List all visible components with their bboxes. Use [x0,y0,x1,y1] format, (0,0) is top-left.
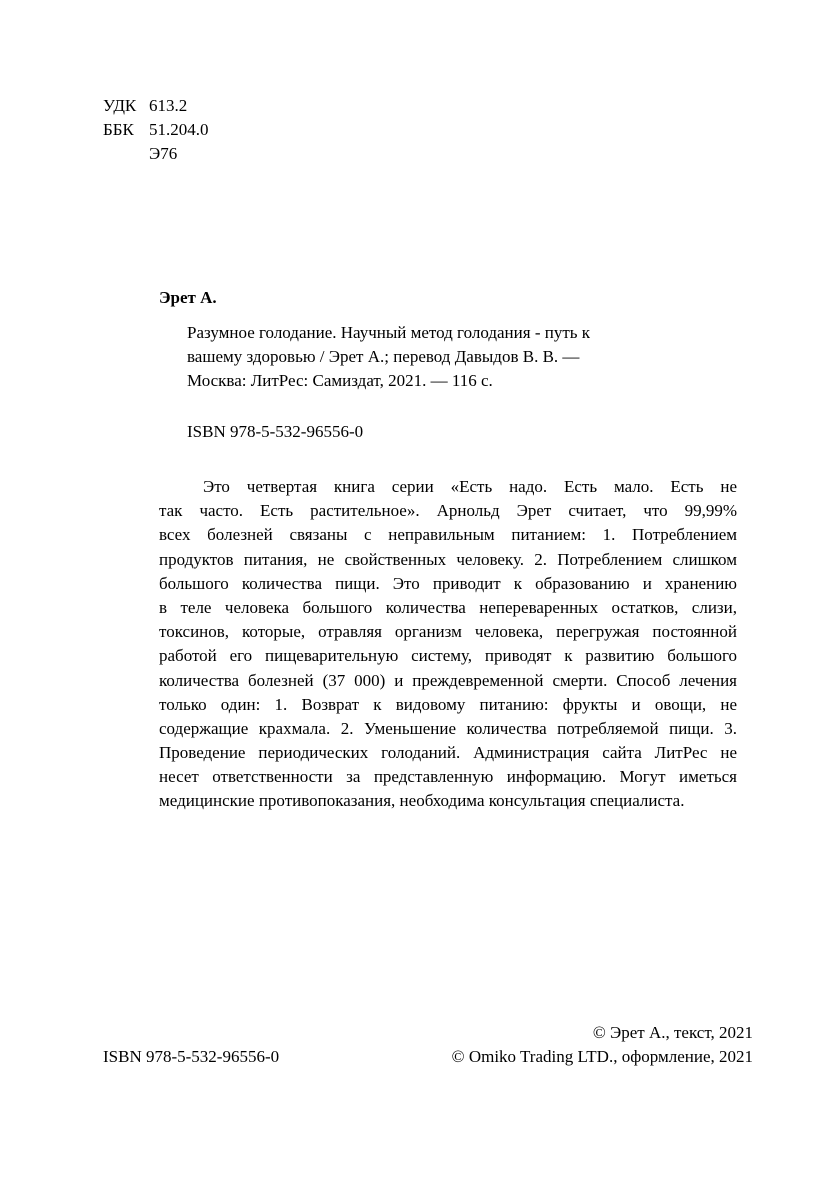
classification-block [103,94,209,166]
annotation-line: работой его пищеварительную систему, приводят к развитию большого [159,646,737,666]
bbk-label: ББК [103,120,134,139]
annotation-line: несет ответственности за представленную информацию. Могут иметься [159,767,737,787]
bib-line: Москва: ЛитРес: Самиздат, 2021. — 116 с. [187,371,493,390]
annotation-line: содержащие крахмала. 2. Уменьшение количества потребляемой пищи. 3. [159,718,737,738]
udk-row [103,94,209,118]
annotation-line: количества болезней (37 000) и преждевременной смерти. Способ лечения [159,670,737,690]
author-heading: Эрет А. [159,288,217,307]
bib-line: Разумное голодание. Научный метод голодания - путь к [187,323,591,342]
annotation-line: только один: 1. Возврат к видовому питанию: фрукты и овощи, не [159,694,737,714]
copyright-text: © Эрет А., текст, 2021 [592,1023,753,1042]
annotation-line: токсинов, которые, отравляя организм человека, перегружая постоянной [159,622,737,642]
annotation-line: в теле человека большого количества непереваренных остатков, слизи, [159,597,737,617]
annotation-line: всех болезней связаны с неправильным питанием: 1. Потреблением [159,525,737,545]
annotation-line: большого количества пищи. Это приводит к образованию и хранению [159,573,737,593]
annotation-line: Проведение периодических голоданий. Администрация сайта ЛитРес не [159,743,737,763]
copyright-block [452,1021,753,1069]
bibliographic-record [187,321,590,393]
author-mark-row [103,142,209,166]
annotation [159,475,737,814]
bib-line: вашему здоровью / Эрет А.; перевод Давыдов В. В. — [187,347,580,366]
author-mark: Э76 [149,144,178,163]
annotation-line: Это четвертая книга серии «Есть надо. Есть мало. Есть не [203,477,737,496]
udk-value: 613.2 [149,96,188,115]
udk-label: УДК [103,96,137,115]
bottom-isbn: ISBN 978-5-532-96556-0 [103,1047,280,1066]
bbk-row [103,118,209,142]
copyright-design: © Omiko Trading LTD., оформление, 2021 [451,1047,753,1066]
annotation-line: медицинские противопоказания, необходима консультация специалиста. [159,791,685,811]
bbk-value: 51.204.0 [149,120,209,139]
annotation-line: продуктов питания, не свойственных человеку. 2. Потреблением слишком [159,549,737,569]
isbn-record: ISBN 978-5-532-96556-0 [187,422,364,441]
annotation-line: так часто. Есть растительное». Арнольд Эрет считает, что 99,99% [159,501,737,521]
